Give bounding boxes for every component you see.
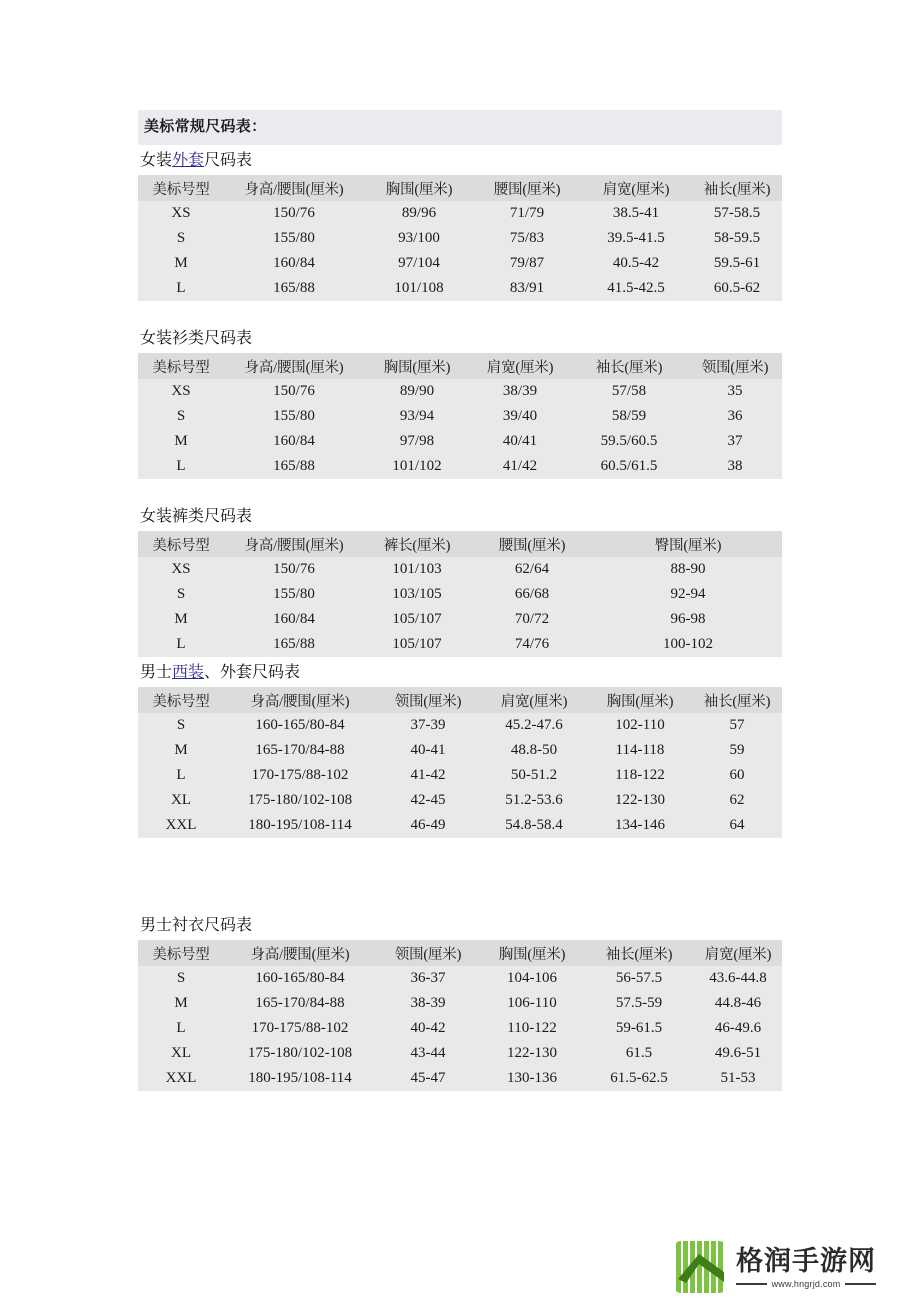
section-heading xyxy=(138,910,782,940)
column-header: 臀围(厘米) xyxy=(594,531,782,557)
measurement-cell: 160/84 xyxy=(224,251,364,276)
measurement-cell: 59 xyxy=(692,738,782,763)
site-name: 格润手游网 xyxy=(736,1245,876,1276)
measurement-cell: 110-122 xyxy=(480,1016,584,1041)
measurement-cell: 58/59 xyxy=(570,404,688,429)
measurement-cell: 175-180/102-108 xyxy=(224,788,376,813)
measurement-cell: 101/102 xyxy=(364,454,470,479)
measurement-cell: 36-37 xyxy=(376,966,480,991)
measurement-cell: 101/103 xyxy=(364,557,470,582)
column-header: 胸围(厘米) xyxy=(364,353,470,379)
table-header-row xyxy=(138,175,782,201)
column-header: 领围(厘米) xyxy=(376,687,480,713)
table-row xyxy=(138,379,782,404)
measurement-cell: 54.8-58.4 xyxy=(480,813,588,838)
size-code-cell: M xyxy=(138,429,224,454)
size-table xyxy=(138,353,782,479)
section-heading-link[interactable]: 外套 xyxy=(172,152,205,169)
measurement-cell: 160/84 xyxy=(224,429,364,454)
measurement-cell: 49.6-51 xyxy=(694,1041,782,1066)
measurement-cell: 97/104 xyxy=(364,251,474,276)
measurement-cell: 122-130 xyxy=(588,788,692,813)
measurement-cell: 51-53 xyxy=(694,1066,782,1091)
table-row xyxy=(138,991,782,1016)
measurement-cell: 62 xyxy=(692,788,782,813)
table-row xyxy=(138,788,782,813)
column-header: 袖长(厘米) xyxy=(570,353,688,379)
measurement-cell: 93/94 xyxy=(364,404,470,429)
table-row xyxy=(138,1066,782,1091)
measurement-cell: 37 xyxy=(688,429,782,454)
measurement-cell: 40.5-42 xyxy=(580,251,692,276)
measurement-cell: 100-102 xyxy=(594,632,782,657)
measurement-cell: 150/76 xyxy=(224,201,364,226)
table-row xyxy=(138,429,782,454)
measurement-cell: 160-165/80-84 xyxy=(224,713,376,738)
measurement-cell: 57-58.5 xyxy=(692,201,782,226)
size-code-cell: XL xyxy=(138,1041,224,1066)
column-header: 袖长(厘米) xyxy=(692,687,782,713)
measurement-cell: 93/100 xyxy=(364,226,474,251)
table-header-row xyxy=(138,940,782,966)
measurement-cell: 37-39 xyxy=(376,713,480,738)
column-header: 美标号型 xyxy=(138,175,224,201)
measurement-cell: 180-195/108-114 xyxy=(224,1066,376,1091)
table-row xyxy=(138,1016,782,1041)
measurement-cell: 46-49 xyxy=(376,813,480,838)
rule-right xyxy=(845,1283,876,1285)
section-spacer xyxy=(138,838,782,910)
measurement-cell: 39/40 xyxy=(470,404,570,429)
measurement-cell: 150/76 xyxy=(224,557,364,582)
measurement-cell: 59.5-61 xyxy=(692,251,782,276)
column-header: 袖长(厘米) xyxy=(692,175,782,201)
measurement-cell: 106-110 xyxy=(480,991,584,1016)
size-table xyxy=(138,687,782,838)
measurement-cell: 88-90 xyxy=(594,557,782,582)
measurement-cell: 66/68 xyxy=(470,582,594,607)
measurement-cell: 40-42 xyxy=(376,1016,480,1041)
measurement-cell: 89/96 xyxy=(364,201,474,226)
size-code-cell: S xyxy=(138,713,224,738)
measurement-cell: 160-165/80-84 xyxy=(224,966,376,991)
size-code-cell: M xyxy=(138,251,224,276)
table-row xyxy=(138,201,782,226)
column-header: 胸围(厘米) xyxy=(480,940,584,966)
measurement-cell: 41.5-42.5 xyxy=(580,276,692,301)
size-code-cell: XL xyxy=(138,788,224,813)
measurement-cell: 60 xyxy=(692,763,782,788)
watermark-text xyxy=(736,1246,876,1289)
size-table xyxy=(138,175,782,301)
column-header: 腰围(厘米) xyxy=(474,175,580,201)
column-header: 身高/腰围(厘米) xyxy=(224,940,376,966)
column-header: 身高/腰围(厘米) xyxy=(224,175,364,201)
measurement-cell: 59.5/60.5 xyxy=(570,429,688,454)
logo-icon xyxy=(672,1239,728,1295)
section-heading-text: 、外套尺码表 xyxy=(204,664,301,681)
table-row xyxy=(138,454,782,479)
measurement-cell: 70/72 xyxy=(470,607,594,632)
measurement-cell: 75/83 xyxy=(474,226,580,251)
size-code-cell: L xyxy=(138,1016,224,1041)
size-code-cell: S xyxy=(138,582,224,607)
table-row xyxy=(138,632,782,657)
size-code-cell: L xyxy=(138,454,224,479)
measurement-cell: 160/84 xyxy=(224,607,364,632)
section-heading xyxy=(138,657,782,687)
measurement-cell: 105/107 xyxy=(364,607,470,632)
table-row xyxy=(138,966,782,991)
table-row xyxy=(138,738,782,763)
section-heading xyxy=(138,145,782,175)
site-watermark xyxy=(672,1236,902,1298)
measurement-cell: 38-39 xyxy=(376,991,480,1016)
measurement-cell: 38/39 xyxy=(470,379,570,404)
column-header: 领围(厘米) xyxy=(688,353,782,379)
section-spacer xyxy=(138,301,782,323)
table-row xyxy=(138,251,782,276)
section-heading xyxy=(138,323,782,353)
measurement-cell: 35 xyxy=(688,379,782,404)
section-heading-link[interactable]: 西装 xyxy=(172,664,205,681)
column-header: 胸围(厘米) xyxy=(588,687,692,713)
site-url: www.hngrjd.com xyxy=(771,1278,841,1289)
measurement-cell: 96-98 xyxy=(594,607,782,632)
column-header: 美标号型 xyxy=(138,353,224,379)
section-heading xyxy=(138,501,782,531)
size-table xyxy=(138,531,782,657)
size-code-cell: L xyxy=(138,276,224,301)
measurement-cell: 48.8-50 xyxy=(480,738,588,763)
size-code-cell: M xyxy=(138,991,224,1016)
measurement-cell: 46-49.6 xyxy=(694,1016,782,1041)
measurement-cell: 57.5-59 xyxy=(584,991,694,1016)
measurement-cell: 60.5-62 xyxy=(692,276,782,301)
measurement-cell: 97/98 xyxy=(364,429,470,454)
table-header-row xyxy=(138,531,782,557)
section-heading-text: 男士 xyxy=(140,664,173,681)
size-code-cell: L xyxy=(138,763,224,788)
size-code-cell: S xyxy=(138,404,224,429)
measurement-cell: 50-51.2 xyxy=(480,763,588,788)
measurement-cell: 165-170/84-88 xyxy=(224,991,376,1016)
table-row xyxy=(138,813,782,838)
measurement-cell: 61.5-62.5 xyxy=(584,1066,694,1091)
measurement-cell: 165/88 xyxy=(224,454,364,479)
section-heading-text: 男士衬衣尺码表 xyxy=(140,917,253,934)
table-row xyxy=(138,582,782,607)
table-header-row xyxy=(138,687,782,713)
measurement-cell: 36 xyxy=(688,404,782,429)
column-header: 身高/腰围(厘米) xyxy=(224,531,364,557)
table-row xyxy=(138,713,782,738)
measurement-cell: 62/64 xyxy=(470,557,594,582)
table-row xyxy=(138,226,782,251)
measurement-cell: 43.6-44.8 xyxy=(694,966,782,991)
column-header: 美标号型 xyxy=(138,687,224,713)
column-header: 身高/腰围(厘米) xyxy=(224,687,376,713)
table-row xyxy=(138,607,782,632)
column-header: 腰围(厘米) xyxy=(470,531,594,557)
section-heading-text: 尺码表 xyxy=(204,152,253,169)
section-heading-text: 女装裤类尺码表 xyxy=(140,508,253,525)
measurement-cell: 43-44 xyxy=(376,1041,480,1066)
table-row xyxy=(138,557,782,582)
measurement-cell: 58-59.5 xyxy=(692,226,782,251)
column-header: 裤长(厘米) xyxy=(364,531,470,557)
measurement-cell: 83/91 xyxy=(474,276,580,301)
measurement-cell: 175-180/102-108 xyxy=(224,1041,376,1066)
measurement-cell: 40-41 xyxy=(376,738,480,763)
measurement-cell: 92-94 xyxy=(594,582,782,607)
measurement-cell: 51.2-53.6 xyxy=(480,788,588,813)
column-header: 肩宽(厘米) xyxy=(480,687,588,713)
measurement-cell: 165-170/84-88 xyxy=(224,738,376,763)
measurement-cell: 101/108 xyxy=(364,276,474,301)
measurement-cell: 134-146 xyxy=(588,813,692,838)
table-row xyxy=(138,1041,782,1066)
size-code-cell: S xyxy=(138,226,224,251)
measurement-cell: 130-136 xyxy=(480,1066,584,1091)
measurement-cell: 56-57.5 xyxy=(584,966,694,991)
measurement-cell: 61.5 xyxy=(584,1041,694,1066)
section-heading-text: 女装 xyxy=(140,152,173,169)
site-url-row xyxy=(736,1279,876,1289)
measurement-cell: 114-118 xyxy=(588,738,692,763)
measurement-cell: 60.5/61.5 xyxy=(570,454,688,479)
measurement-cell: 103/105 xyxy=(364,582,470,607)
measurement-cell: 118-122 xyxy=(588,763,692,788)
measurement-cell: 165/88 xyxy=(224,632,364,657)
size-code-cell: XS xyxy=(138,201,224,226)
size-code-cell: L xyxy=(138,632,224,657)
column-header: 肩宽(厘米) xyxy=(580,175,692,201)
measurement-cell: 59-61.5 xyxy=(584,1016,694,1041)
size-table xyxy=(138,940,782,1091)
size-code-cell: M xyxy=(138,607,224,632)
measurement-cell: 165/88 xyxy=(224,276,364,301)
measurement-cell: 180-195/108-114 xyxy=(224,813,376,838)
column-header: 肩宽(厘米) xyxy=(694,940,782,966)
measurement-cell: 44.8-46 xyxy=(694,991,782,1016)
size-chart-sections xyxy=(138,145,782,1091)
size-code-cell: S xyxy=(138,966,224,991)
measurement-cell: 102-110 xyxy=(588,713,692,738)
measurement-cell: 57/58 xyxy=(570,379,688,404)
column-header: 美标号型 xyxy=(138,940,224,966)
column-header: 袖长(厘米) xyxy=(584,940,694,966)
measurement-cell: 71/79 xyxy=(474,201,580,226)
table-row xyxy=(138,404,782,429)
column-header: 美标号型 xyxy=(138,531,224,557)
measurement-cell: 79/87 xyxy=(474,251,580,276)
measurement-cell: 39.5-41.5 xyxy=(580,226,692,251)
size-code-cell: XS xyxy=(138,379,224,404)
measurement-cell: 170-175/88-102 xyxy=(224,763,376,788)
column-header: 肩宽(厘米) xyxy=(470,353,570,379)
measurement-cell: 64 xyxy=(692,813,782,838)
column-header: 胸围(厘米) xyxy=(364,175,474,201)
table-row xyxy=(138,763,782,788)
document-body xyxy=(138,110,782,1091)
table-header-row xyxy=(138,353,782,379)
section-heading-text: 女装衫类尺码表 xyxy=(140,330,253,347)
measurement-cell: 41/42 xyxy=(470,454,570,479)
measurement-cell: 40/41 xyxy=(470,429,570,454)
section-spacer xyxy=(138,479,782,501)
measurement-cell: 155/80 xyxy=(224,582,364,607)
measurement-cell: 74/76 xyxy=(470,632,594,657)
measurement-cell: 150/76 xyxy=(224,379,364,404)
measurement-cell: 41-42 xyxy=(376,763,480,788)
page-title: 美标常规尺码表： xyxy=(138,110,782,145)
column-header: 领围(厘米) xyxy=(376,940,480,966)
column-header: 身高/腰围(厘米) xyxy=(224,353,364,379)
size-code-cell: XS xyxy=(138,557,224,582)
size-code-cell: XXL xyxy=(138,1066,224,1091)
measurement-cell: 45.2-47.6 xyxy=(480,713,588,738)
measurement-cell: 105/107 xyxy=(364,632,470,657)
measurement-cell: 38 xyxy=(688,454,782,479)
measurement-cell: 89/90 xyxy=(364,379,470,404)
size-code-cell: XXL xyxy=(138,813,224,838)
measurement-cell: 155/80 xyxy=(224,226,364,251)
rule-left xyxy=(736,1283,767,1285)
measurement-cell: 170-175/88-102 xyxy=(224,1016,376,1041)
measurement-cell: 122-130 xyxy=(480,1041,584,1066)
measurement-cell: 38.5-41 xyxy=(580,201,692,226)
measurement-cell: 57 xyxy=(692,713,782,738)
size-code-cell: M xyxy=(138,738,224,763)
measurement-cell: 104-106 xyxy=(480,966,584,991)
measurement-cell: 155/80 xyxy=(224,404,364,429)
measurement-cell: 42-45 xyxy=(376,788,480,813)
table-row xyxy=(138,276,782,301)
measurement-cell: 45-47 xyxy=(376,1066,480,1091)
